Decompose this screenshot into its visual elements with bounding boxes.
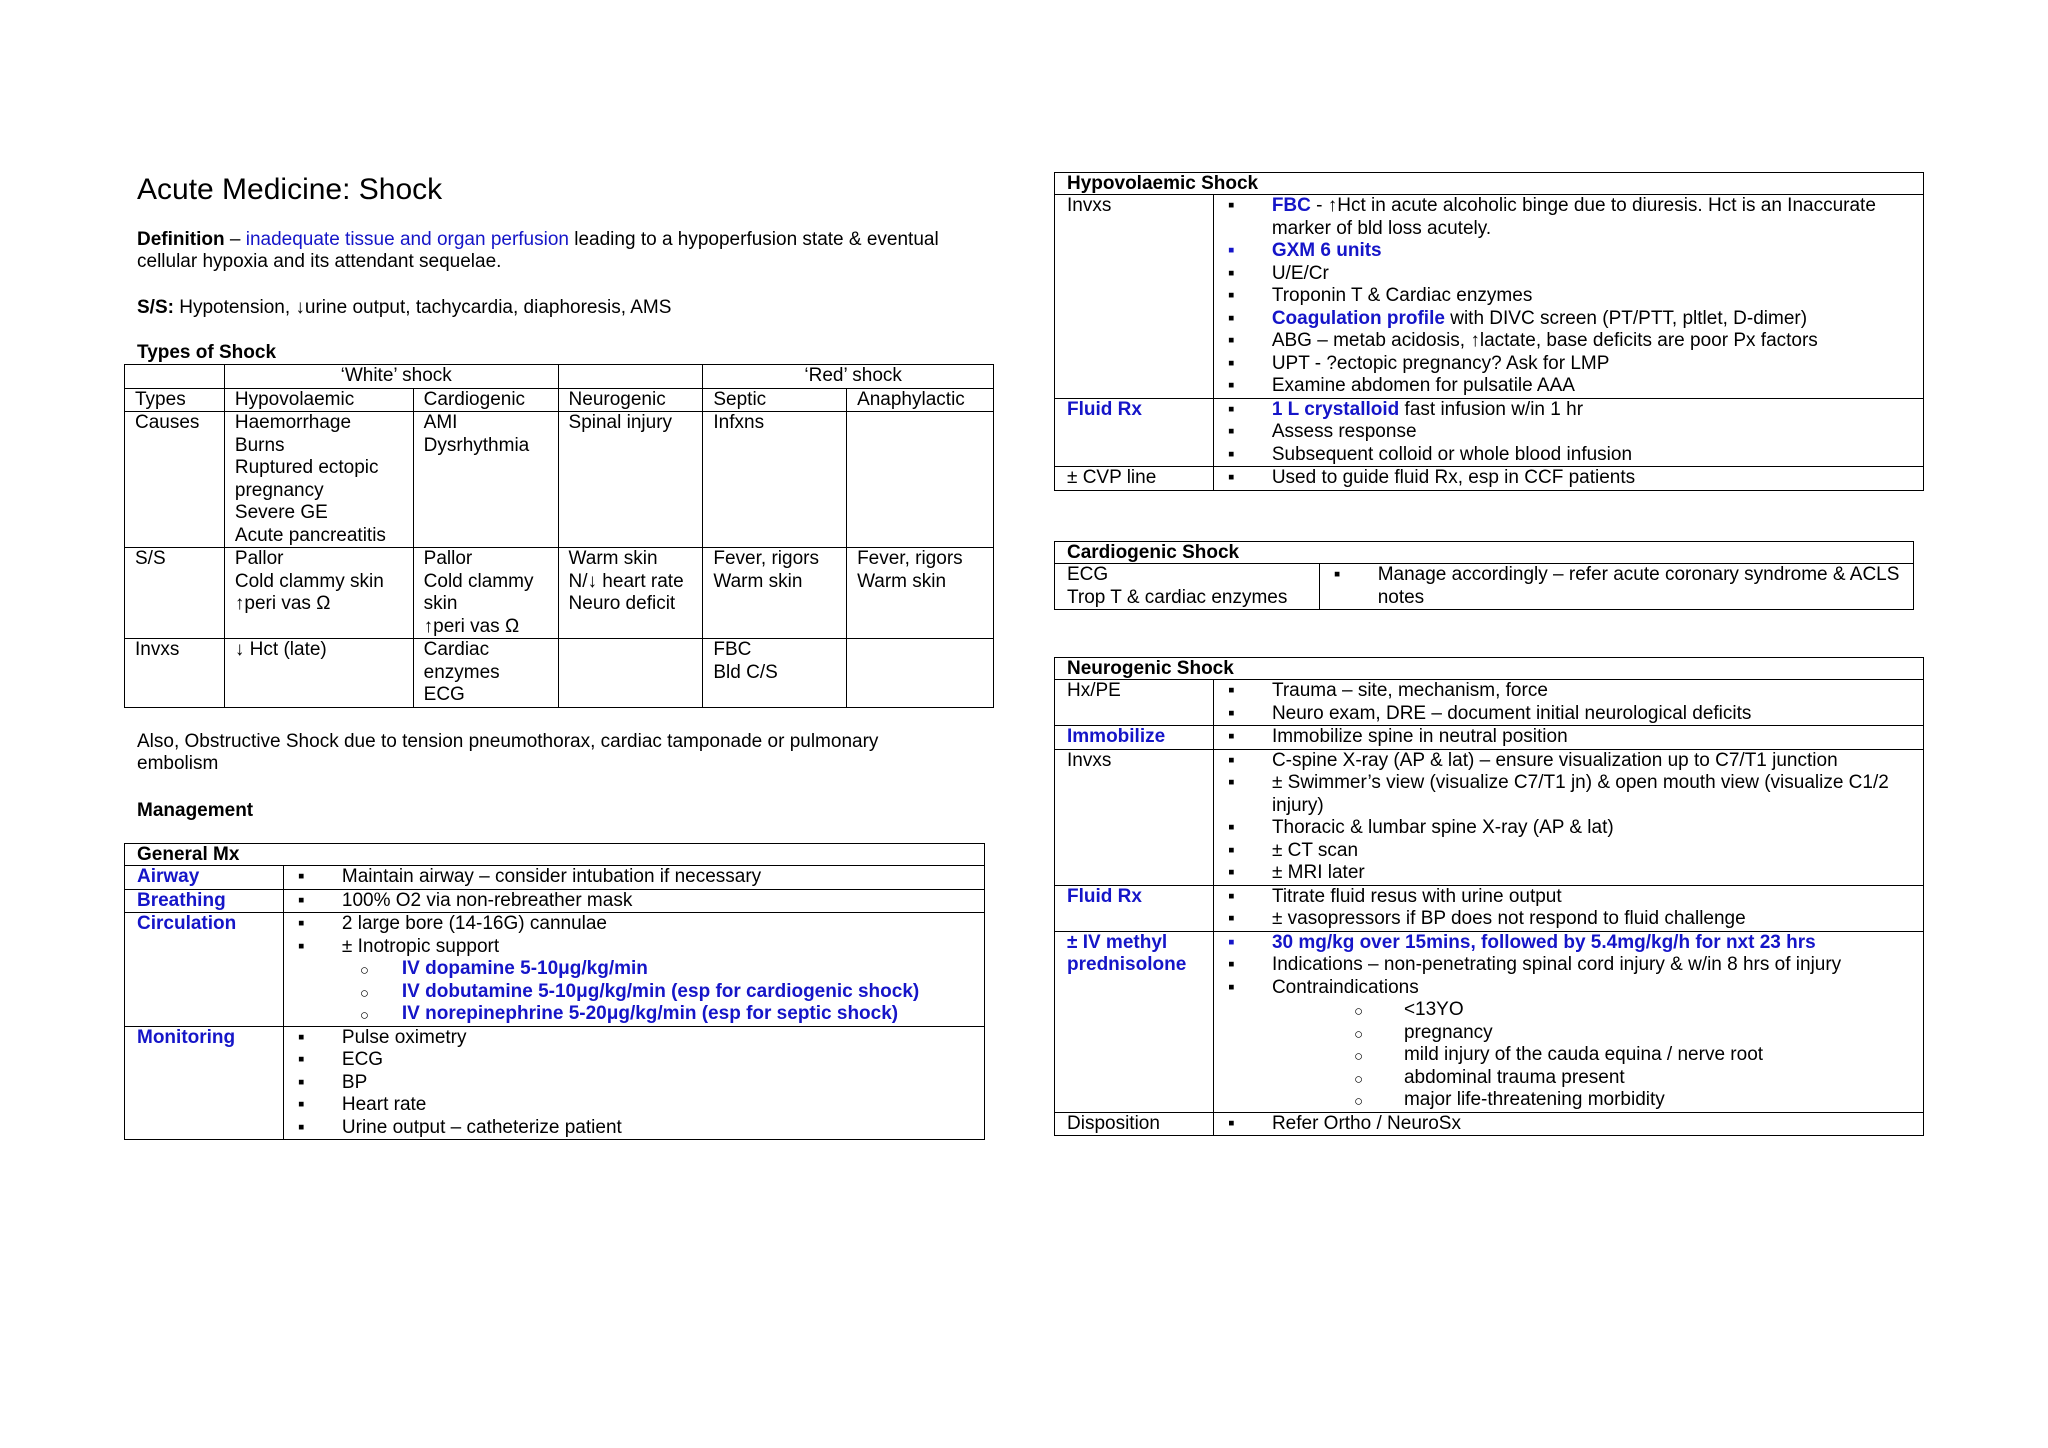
cell-line: Fever, rigors (713, 548, 819, 569)
cell-line: AMI (423, 412, 458, 433)
ss-label: S/S: (137, 297, 174, 318)
cell-line: Fever, rigors (857, 548, 963, 569)
definition-rest: leading to a hypoperfusion state & eventual cellular hypoxia and its attendant sequelae. (137, 229, 939, 272)
list-item: ○ <13YO (1214, 999, 1923, 1022)
circulation-row (125, 913, 985, 1027)
types-heading: Types of Shock (137, 342, 277, 363)
list-item: ▪ Urine output – catheterize patient (284, 1117, 984, 1140)
ss-text: Hypotension, ↓urine output, tachycardia, diaphoresis, AMS (173, 297, 672, 318)
crystalloid-label: 1 L crystalloid (1271, 398, 1400, 420)
disposition-label: Disposition (1055, 1112, 1214, 1136)
cell-line: Haemorrhage (234, 412, 352, 433)
definition-dash: – (224, 229, 246, 250)
cell-line: Bld C/S (713, 661, 778, 683)
table-cell (847, 412, 994, 548)
airway-label: Airway (125, 866, 284, 890)
list-item: ▪ BP (284, 1072, 984, 1095)
table-cell (558, 548, 703, 639)
cardiogenic-table (1054, 541, 1914, 610)
cardiogenic-list (1320, 564, 1913, 609)
coag-label: Coagulation profile (1271, 307, 1445, 329)
cell-line: Infxns (713, 412, 765, 433)
fbc-text: - ↑Hct in acute alcoholic binge due to diuresis. Hct is an Inaccurate marker of bld loss acutely. (1271, 195, 1876, 239)
list-item: ○ IV dopamine 5-10μg/kg/min (284, 958, 984, 981)
shock-type-header: Hypovolaemic (224, 388, 413, 412)
list-item: ▪ GXM 6 units (1214, 240, 1923, 263)
hypo-invxs-label: Invxs (1055, 195, 1214, 399)
list-item: ▪ Subsequent colloid or whole blood infusion (1214, 444, 1923, 467)
general-mx-table (124, 843, 985, 1140)
monitoring-row (125, 1026, 985, 1140)
table-row (125, 412, 994, 548)
cell-line: Pallor (234, 548, 284, 569)
list-item: ▪ Examine abdomen for pulsatile AAA (1214, 375, 1923, 398)
coag-text: with DIVC screen (PT/PTT, pltlet, D-dimer) (1444, 307, 1808, 329)
list-item: ▪ Heart rate (284, 1094, 984, 1117)
list-item: ▪ Used to guide fluid Rx, esp in CCF patients (1214, 467, 1923, 490)
cell-line: Warm skin (857, 570, 947, 592)
airway-list (284, 866, 984, 889)
table-cell (413, 412, 558, 548)
types-group-blank (125, 365, 225, 389)
table-cell (224, 548, 413, 639)
list-item (1214, 195, 1923, 240)
cell-line: Pallor (423, 548, 473, 569)
types-body (125, 412, 994, 708)
list-item: ▪ Contraindications (1214, 977, 1923, 1000)
list-item: ○ IV dobutamine 5-10μg/kg/min (esp for cardiogenic shock) (284, 981, 984, 1004)
list-item: ▪ ± Swimmer’s view (visualize C7/T1 jn) & open mouth view (visualize C1/2 injury) (1214, 772, 1923, 817)
list-item: ▪ C-spine X-ray (AP & lat) – ensure visualization up to C7/T1 junction (1214, 750, 1923, 773)
management-heading: Management (137, 800, 254, 821)
list-item: ▪ Thoracic & lumbar spine X-ray (AP & lat) (1214, 817, 1923, 840)
list-item: ○ pregnancy (1214, 1022, 1923, 1045)
breathing-row (125, 889, 985, 913)
list-item: ○ abdominal trauma present (1214, 1067, 1923, 1090)
table-cell (224, 639, 413, 708)
list-item: ▪ ABG – metab acidosis, ↑lactate, base deficits are poor Px factors (1214, 330, 1923, 353)
airway-row (125, 866, 985, 890)
neuro-invxs-label: Invxs (1055, 749, 1214, 885)
types-of-shock-table (124, 364, 994, 708)
table-cell (847, 548, 994, 639)
table-cell (703, 412, 847, 548)
table-row (125, 548, 994, 639)
list-item: ▪ ± MRI later (1214, 862, 1923, 885)
table-cell (847, 639, 994, 708)
crystalloid-text: fast infusion w/in 1 hr (1399, 398, 1584, 420)
cell-line: Ruptured ectopic pregnancy (234, 457, 379, 501)
table-row (125, 639, 994, 708)
immobilize-list (1214, 726, 1923, 749)
list-item: ▪ 30 mg/kg over 15mins, followed by 5.4mg/kg/h for nxt 23 hrs (1214, 932, 1923, 955)
types-header-row (125, 388, 994, 412)
definition-highlight: inadequate tissue and organ perfusion (245, 229, 569, 250)
shock-type-header: Cardiogenic (413, 388, 558, 412)
cell-line: Cardiac enzymes (423, 639, 500, 683)
list-item: ▪ Refer Ortho / NeuroSx (1214, 1113, 1923, 1136)
cell-line: Warm skin (568, 548, 658, 569)
hypovolaemic-table (1054, 172, 1924, 491)
hypo-invxs-list (1214, 195, 1923, 398)
cell-line: ECG (423, 684, 465, 705)
breathing-list (284, 890, 984, 913)
hxpe-row (1055, 680, 1924, 726)
page-title: Acute Medicine: Shock (137, 173, 443, 206)
list-item: ▪ Titrate fluid resus with urine output (1214, 886, 1923, 909)
ecg-label: ECG (1067, 564, 1109, 585)
methylpred-label (1055, 931, 1214, 1112)
table-cell (224, 412, 413, 548)
neuro-fluid-list (1214, 886, 1923, 931)
list-item: ○ mild injury of the cauda equina / nerve root (1214, 1044, 1923, 1067)
neuro-fluid-label: Fluid Rx (1055, 885, 1214, 931)
cell-line: ↑peri vas Ω (423, 615, 520, 637)
list-item: ○ IV norepinephrine 5-20μg/kg/min (esp for septic shock) (284, 1003, 984, 1026)
cardiogenic-title: Cardiogenic Shock (1055, 542, 1914, 564)
methylpred-list (1214, 932, 1923, 1000)
table-cell (558, 412, 703, 548)
cell-line: Dysrhythmia (423, 434, 530, 456)
cell-line: FBC (713, 639, 752, 660)
cell-line: ↓ Hct (late) (234, 639, 327, 660)
list-item: ▪ UPT - ?ectopic pregnancy? Ask for LMP (1214, 353, 1923, 376)
list-item (1214, 399, 1923, 422)
cell-line: Severe GE (234, 502, 328, 523)
inotrope-list (342, 958, 984, 1026)
fbc-label: FBC (1271, 195, 1311, 216)
cell-line: Burns (234, 434, 285, 456)
monitoring-list (284, 1027, 984, 1140)
row-label: S/S (125, 548, 225, 639)
cell-line: Cold clammy skin (423, 570, 534, 614)
list-item: ▪ ± vasopressors if BP does not respond to fluid challenge (1214, 908, 1923, 931)
immobilize-row (1055, 726, 1924, 750)
monitoring-label: Monitoring (125, 1026, 284, 1140)
hxpe-list (1214, 680, 1923, 725)
hypo-cvp-row (1055, 467, 1924, 491)
list-item (1214, 308, 1923, 331)
immobilize-label: Immobilize (1055, 726, 1214, 750)
list-item: ▪ ECG (284, 1049, 984, 1072)
list-item: ▪ Trauma – site, mechanism, force (1214, 680, 1923, 703)
list-item: ▪ Neuro exam, DRE – document initial neurological deficits (1214, 703, 1923, 726)
table-cell (413, 548, 558, 639)
contraindication-list (1272, 999, 1923, 1112)
list-item: ▪ Troponin T & Cardiac enzymes (1214, 285, 1923, 308)
list-item: ▪ 2 large bore (14-16G) cannulae (284, 913, 984, 936)
cell-line: ↑peri vas Ω (234, 593, 331, 614)
list-item: ▪ Pulse oximetry (284, 1027, 984, 1050)
trop-label: Trop T & cardiac enzymes (1067, 586, 1288, 608)
neuro-invxs-list (1214, 750, 1923, 885)
hypo-fluid-label: Fluid Rx (1055, 398, 1214, 467)
neurogenic-title: Neurogenic Shock (1055, 658, 1924, 680)
table-cell (703, 639, 847, 708)
list-item: ▪ ± Inotropic support (284, 936, 984, 959)
shock-type-header: Anaphylactic (847, 388, 994, 412)
cardiogenic-row (1055, 564, 1914, 610)
breathing-label: Breathing (125, 889, 284, 913)
cell-line: Neuro deficit (568, 593, 676, 614)
row-label: Invxs (125, 639, 225, 708)
cell-line: N/↓ heart rate (568, 570, 684, 592)
list-item: ▪ ± CT scan (1214, 840, 1923, 863)
hypovolaemic-title: Hypovolaemic Shock (1055, 173, 1924, 195)
list-item: ▪ Maintain airway – consider intubation if necessary (284, 866, 984, 889)
cell-line: Spinal injury (568, 412, 673, 433)
definition-label: Definition (137, 229, 225, 250)
neuro-fluid-row (1055, 885, 1924, 931)
methylpred-label-1: ± IV methyl (1067, 931, 1168, 953)
list-item: ▪ Immobilize spine in neutral position (1214, 726, 1923, 749)
definition (137, 229, 997, 273)
disposition-list (1214, 1113, 1923, 1136)
methylpred-row (1055, 931, 1924, 1112)
hxpe-label: Hx/PE (1055, 680, 1214, 726)
general-mx-title: General Mx (125, 844, 985, 866)
list-item: ○ major life-threatening morbidity (1214, 1089, 1923, 1112)
table-cell (703, 548, 847, 639)
hypo-fluid-row (1055, 398, 1924, 467)
neurogenic-table (1054, 657, 1924, 1136)
table-cell (558, 639, 703, 708)
shock-type-header: Neurogenic (558, 388, 703, 412)
methylpred-label-2: prednisolone (1067, 954, 1187, 975)
list-item: ▪ U/E/Cr (1214, 263, 1923, 286)
types-col-label: Types (125, 388, 225, 412)
circulation-list (284, 913, 984, 958)
cvp-list (1214, 467, 1923, 490)
cell-line: Acute pancreatitis (234, 524, 386, 546)
obstructive-note: Also, Obstructive Shock due to tension pneumothorax, cardiac tamponade or pulmonary embolism (137, 731, 879, 774)
disposition-row (1055, 1112, 1924, 1136)
white-shock-header: ‘White’ shock (224, 365, 558, 389)
list-item: ▪ 100% O2 via non-rebreather mask (284, 890, 984, 913)
signs-symptoms (137, 297, 671, 319)
cell-line: Warm skin (713, 570, 803, 592)
types-group-row (125, 365, 994, 389)
neuro-invxs-row (1055, 749, 1924, 885)
list-item: ▪ Assess response (1214, 421, 1923, 444)
table-cell (413, 639, 558, 708)
red-shock-header: ‘Red’ shock (703, 365, 994, 389)
types-group-blank (558, 365, 703, 389)
hypo-invxs-row (1055, 195, 1924, 399)
cardiogenic-left (1055, 564, 1320, 610)
row-label: Causes (125, 412, 225, 548)
shock-type-header: Septic (703, 388, 847, 412)
cvp-label: ± CVP line (1055, 467, 1214, 491)
list-item: ▪ Manage accordingly – refer acute coronary syndrome & ACLS notes (1320, 564, 1913, 609)
cell-line: Cold clammy skin (234, 570, 384, 592)
list-item: ▪ Indications – non-penetrating spinal cord injury & w/in 8 hrs of injury (1214, 954, 1923, 977)
hypo-fluid-list (1214, 399, 1923, 467)
circulation-label: Circulation (125, 913, 284, 1027)
